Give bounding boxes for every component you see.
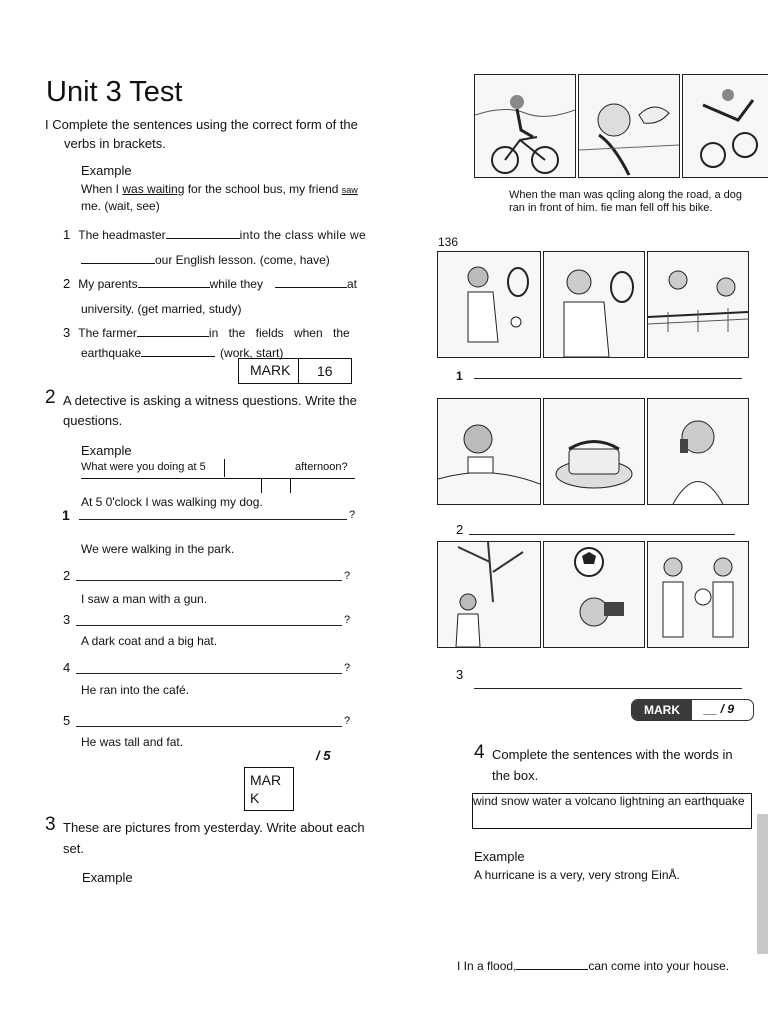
s2-example-question — [81, 461, 355, 479]
s1-instruction-line-a: I Complete the sentences using the correct form of the — [45, 117, 358, 132]
s3-mark-badge — [631, 699, 754, 721]
set3-picture-1 — [437, 541, 541, 648]
s2-item-3-qmark: ? — [344, 614, 351, 626]
set2-label: 2 — [456, 522, 464, 537]
set3-answer-line[interactable] — [474, 688, 742, 689]
s1-example-pre: When I — [81, 182, 123, 196]
s4-example-text: A hurricane is a very, very strong EinÅ. — [474, 868, 680, 882]
s1-item-1-c: our English lesson. (come, have) — [155, 253, 330, 267]
s2-item-1-qmark: ? — [349, 509, 356, 521]
set1-label: 1 — [456, 369, 463, 383]
s4-item-1-blank[interactable] — [516, 957, 588, 970]
s2-instruction-line-b: questions. — [63, 413, 123, 428]
set3-picture-2 — [543, 541, 645, 648]
s1-item-1-blank-b[interactable] — [81, 251, 155, 264]
woman-on-phone-illustration — [648, 399, 748, 504]
s3-example-caption — [509, 189, 768, 215]
s2-mark-label-b: K — [250, 790, 260, 806]
set1-picture-3 — [647, 251, 749, 358]
s1-item-1-num: 1 — [63, 227, 71, 242]
s2-mark-label-a: MAR — [250, 772, 282, 788]
s2-instruction — [63, 393, 403, 428]
s1-item-1-b: into the class while we — [239, 228, 366, 242]
s1-item-3-blank-b[interactable] — [141, 344, 215, 357]
s2-item-2-input[interactable] — [76, 580, 342, 581]
s1-item-3 — [63, 324, 396, 360]
s1-item-1 — [63, 226, 396, 267]
s3-example-caption-a: When the man was qcling along the road, a dog — [509, 189, 742, 201]
s1-item-3-c: earthquake — [81, 346, 142, 360]
s1-item-2-c: at — [346, 277, 357, 291]
s2-item-5-qmark: ? — [344, 715, 351, 727]
s1-example-label: Example — [81, 163, 132, 178]
s2-mark-box — [244, 767, 294, 811]
boy-with-camera-illustration — [438, 542, 540, 647]
s1-item-3-a: The farmer — [78, 326, 137, 340]
s2-instruction-line-a: A detective is asking a witness questions. Write the — [63, 393, 357, 408]
s1-item-2-d: university. (get married, study) — [81, 302, 242, 316]
s2-example-label: Example — [81, 443, 132, 458]
cyclist-fall-illustration — [683, 75, 768, 177]
s2-item-5-answer: He was tall and fat. — [81, 735, 184, 749]
s2-item-2-answer: I saw a man with a gun. — [81, 592, 208, 606]
example-picture-2 — [578, 74, 680, 178]
tennis-player-illustration — [438, 252, 540, 357]
s4-number: 4 — [474, 742, 485, 763]
example-picture-3 — [682, 74, 768, 178]
s3-mark-score: __ / 9 — [704, 702, 735, 716]
s1-item-3-d: (work, start) — [220, 346, 284, 360]
set1-answer-line[interactable] — [474, 378, 742, 379]
s1-mark-box — [238, 358, 352, 384]
tennis-ball-hit-illustration — [544, 252, 644, 357]
s3-mark-label: MARK — [632, 700, 692, 720]
cyclist-illustration — [475, 75, 575, 177]
s4-instruction-line-b: the box. — [492, 768, 539, 783]
s4-item-1-b: can come into your house. — [588, 959, 730, 973]
s4-word-box-text: wind snow water a volcano lightning an earthquake — [473, 794, 745, 808]
s3-instruction-line-a: These are pictures from yesterday. Write about each — [63, 820, 365, 835]
s2-item-4-answer: He ran into the café. — [81, 683, 190, 697]
s1-item-3-b: in the fields when the — [208, 326, 350, 340]
s1-item-1-a: The headmaster — [78, 228, 166, 242]
set1-picture-2 — [543, 251, 645, 358]
s1-item-1-blank-a[interactable] — [166, 226, 240, 239]
s2-item-3-input[interactable] — [76, 625, 342, 626]
s4-example-label: Example — [474, 849, 525, 864]
s1-example-end: me. (wait, see) — [81, 199, 160, 213]
s2-item-4-input[interactable] — [76, 673, 342, 674]
s2-item-1-num: 1 — [62, 507, 70, 523]
page-title: Unit 3 Test — [46, 76, 183, 108]
set2-picture-2 — [543, 398, 645, 505]
s2-item-2-qmark: ? — [344, 570, 351, 582]
s2-example-answer: At 5 0'clock I was walking my dog. — [81, 495, 263, 509]
s4-instruction-line-a: Complete the sentences with the words in — [492, 747, 733, 762]
ball-hits-head-illustration — [544, 542, 644, 647]
s1-item-3-num: 3 — [63, 325, 71, 340]
s1-item-2 — [63, 275, 396, 316]
s1-item-2-blank-b[interactable] — [275, 275, 347, 288]
two-boys-ball-illustration — [648, 542, 748, 647]
s3-instruction-line-b: set. — [63, 841, 84, 856]
s2-number: 2 — [45, 387, 56, 408]
set2-answer-line[interactable] — [469, 534, 735, 535]
cyclist-dog-illustration — [579, 75, 679, 177]
s2-item-4-qmark: ? — [344, 662, 351, 674]
s3-example-caption-b: ran in front of him. fie man fell off his bike. — [509, 202, 713, 214]
tennis-net-illustration — [648, 252, 748, 357]
example-picture-1 — [474, 74, 576, 178]
woman-reading-illustration — [438, 399, 540, 504]
s2-item-4-num: 4 — [63, 660, 71, 675]
s2-item-5-num: 5 — [63, 713, 71, 728]
telephone-illustration — [544, 399, 644, 504]
s1-item-2-num: 2 — [63, 276, 71, 291]
s1-item-3-blank-a[interactable] — [137, 324, 209, 337]
s1-example-answer: was waiting — [122, 182, 185, 196]
set1-picture-1 — [437, 251, 541, 358]
s4-instruction — [492, 747, 762, 783]
s1-instruction — [45, 117, 405, 151]
s1-mark-label: MARK — [250, 362, 291, 378]
set3-label: 3 — [456, 667, 464, 682]
s2-example-question-b: afternoon? — [295, 461, 348, 473]
s1-example-answer-2: saw — [341, 185, 358, 195]
set3-picture-3 — [647, 541, 749, 648]
s1-item-2-blank-a[interactable] — [138, 275, 210, 288]
s2-score: / 5 — [316, 748, 331, 763]
s2-item-2-num: 2 — [63, 568, 71, 583]
s3-example-label: Example — [82, 870, 133, 885]
s1-example-mid: for the school bus, my friend — [184, 182, 342, 196]
s4-item-1-a: I In a flood, — [457, 959, 517, 973]
s3-instruction — [63, 820, 403, 856]
s1-instruction-line-b: verbs in brackets. — [64, 136, 166, 151]
s2-example-question-a: What were you doing at 5 — [81, 461, 206, 473]
s2-item-1-answer: We were walking in the park. — [81, 542, 235, 556]
s4-word-box — [472, 793, 752, 829]
s2-item-3-num: 3 — [63, 612, 71, 627]
s1-mark-value: 16 — [317, 363, 333, 379]
s1-item-2-a: My parents — [78, 277, 138, 291]
s3-number: 3 — [45, 814, 56, 835]
s1-example-sentence — [81, 182, 401, 213]
page-number: 136 — [438, 235, 459, 249]
scrollbar[interactable] — [757, 814, 768, 954]
s2-item-1-input[interactable] — [79, 519, 347, 520]
s2-item-5-input[interactable] — [76, 726, 342, 727]
s1-item-2-b: while they — [209, 277, 263, 291]
set2-picture-3 — [647, 398, 749, 505]
set2-picture-1 — [437, 398, 541, 505]
s4-item-1 — [457, 957, 729, 973]
s2-item-1 — [62, 507, 70, 525]
s2-item-3-answer: A dark coat and a big hat. — [81, 634, 218, 648]
